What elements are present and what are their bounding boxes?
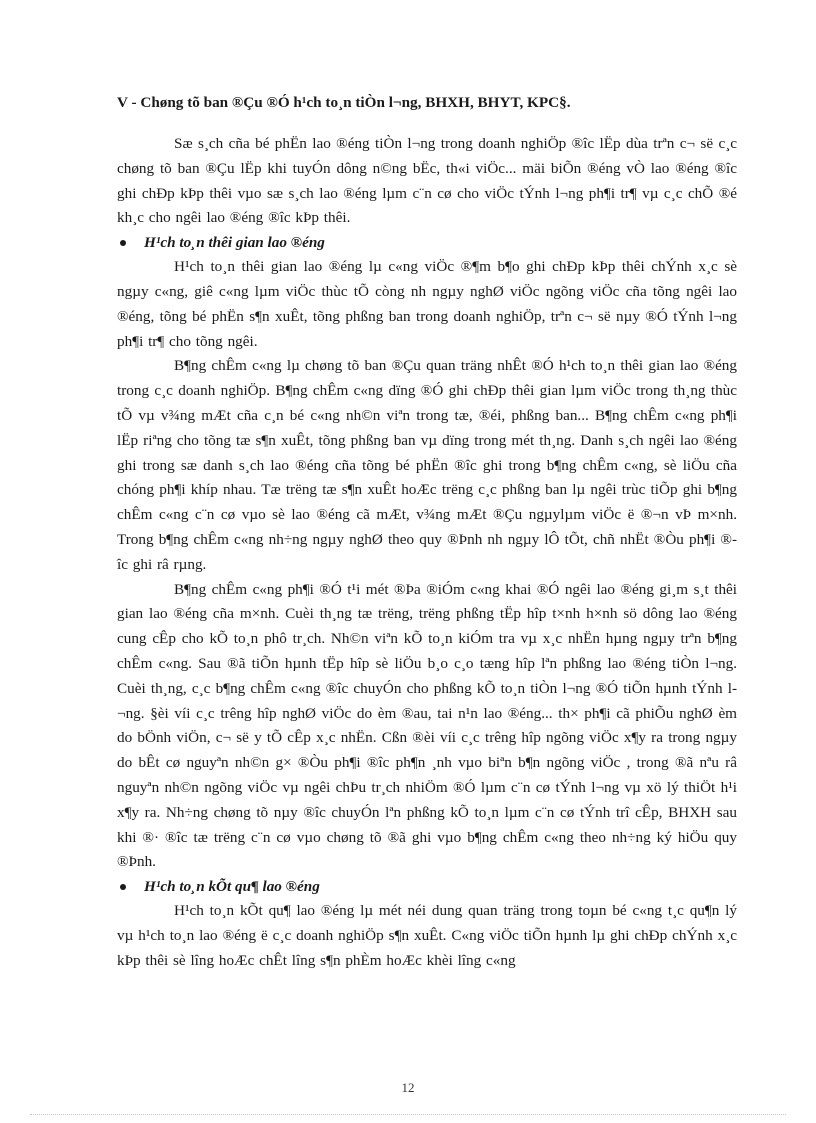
page-number: 12: [401, 1080, 415, 1095]
section-heading: V - Chøng tõ ban ®Çu ®Ó h¹ch to¸n tiÒn l¬ng, BHXH, BHYT, KPC§.: [117, 94, 571, 111]
bullet-label: H¹ch to¸n kÕt qu¶ lao ®éng: [144, 878, 320, 896]
paragraph-source-documents: Sæ s¸ch cña bé phËn lao ®éng tiÒn l¬ng trong doanh nghiÖp ®îc lËp dùa trªn c¬ së c¸c chøng tõ ban ®Çu lËp khi tuyÓn dông n©ng bËc, th«i viÖc... mäi biÕn ®éng vÒ lao ®éng ®îc ghi chÐp kÞp thêi vµo sæ s¸ch lao ®éng lµm c¨n cø cho viÖc tÝnh l¬ng ph¶i tr¶ vµ c¸c chÕ ®é kh¸c cho ngêi lao ®éng ®îc kÞp thêi.: [117, 135, 737, 227]
bullet-icon: [120, 240, 126, 246]
paragraph-time-accounting: H¹ch to¸n thêi gian lao ®éng lµ c«ng viÖc ®¶m b¶o ghi chÐp kÞp thêi chÝnh x¸c sè ngµy c«ng, giê c«ng lµm viÖc thùc tÕ còng nh ngµy nghØ viÖc ngõng viÖc cña tõng ngêi lao ®éng, tõng bé phËn s¶n xuÊt, tõng phßng ban trong doanh nghiÖp, trªn c¬ së nµy ®Ó tÝnh l¬ng ph¶i tr¶ cho tõng ngêi.: [117, 258, 737, 350]
paragraph-timesheet: B¶ng chÊm c«ng lµ chøng tõ ban ®Çu quan träng nhÊt ®Ó h¹ch to¸n thêi gian lao ®éng trong c¸c doanh nghiÖp. B¶ng chÊm c«ng dïng ®Ó ghi chÐp thêi gian lµm viÖc trong th¸ng thùc tÕ vµ v¾ng mÆt cña c¸n bé c«ng nh©n viªn trong tæ, ®éi, phßng ban... B¶ng chÊm c«ng ph¶i lËp riªng cho tõng tæ s¶n xuÊt, tõng phßng ban vµ dïng trong mét th¸ng. Danh s¸ch ngêi lao ®éng ghi trong sæ danh s¸ch lao ®éng cña tõng bé phËn ®îc ghi trong b¶ng chÊm c«ng, sè liÖu cña chóng ph¶i khíp nhau. Tæ trëng tæ s¶n xuÊt hoÆc trëng c¸c phßng ban lµ ngêi trùc tiÕp ghi b¶ng chÊm c«ng c¨n cø vµo sè lao ®éng cã mÆt, v¾ng mÆt ®Çu ngµylµm viÖc ë ®¬n vÞ m×nh. Trong b¶ng chÊm c«ng nh÷ng ngµy nghØ theo quy ®Þnh nh ngµy lÔ tÕt, chñ nhËt ®Òu ph¶i ®îc ghi râ rµng.: [117, 357, 737, 573]
bullet-item-result-accounting: [117, 875, 737, 899]
page-content: [117, 92, 737, 974]
bullet-icon: [120, 884, 126, 890]
paragraph-result-accounting: H¹ch to¸n kÕt qu¶ lao ®éng lµ mét néi dung quan träng trong toµn bé c«ng t¸c qu¶n lý vµ h¹ch to¸n lao ®éng ë c¸c doanh nghiÖp s¶n xuÊt. C«ng viÖc tiÕn hµnh lµ ghi chÐp chÝnh x¸c kÞp thêi sè lîng hoÆc chÊt lîng s¶n phÈm hoÆc khèi lîng c«ng: [117, 902, 737, 969]
bullet-label: H¹ch to¸n thêi gian lao ®éng: [144, 234, 325, 252]
paragraph-timesheet-review: B¶ng chÊm c«ng ph¶i ®Ó t¹i mét ®Þa ®iÓm c«ng khai ®Ó ngêi lao ®éng gi¸m s¸t thêi gian lao ®éng cña m×nh. Cuèi th¸ng tæ trëng, trëng phßng tËp hîp t×nh h×nh sö dông lao ®éng cung cÊp cho kÕ to¸n phô tr¸ch. Nh©n viªn kÕ to¸n kiÓm tra vµ x¸c nhËn hµng ngµy trªn b¶ng chÊm c«ng. Sau ®ã tiÕn hµnh tËp hîp sè liÖu b¸o c¸o tæng hîp lªn phßng lao ®éng tiÒn l¬ng. Cuèi th¸ng, c¸c b¶ng chÊm c«ng ®îc chuyÓn cho phßng kÕ to¸n tiÒn l¬ng ®Ó tiÕn hµnh tÝnh l¬ng. §èi víi c¸c trêng hîp nghØ viÖc do èm ®au, tai n¹n lao ®éng... th× ph¶i cã phiÕu nghØ èm do bÖnh viÖn, c¬ së y tÕ cÊp x¸c nhËn. Cßn ®èi víi c¸c trêng hîp ngõng viÖc x¶y ra trong ngµy do bÊt cø nguyªn nh©n g× ®Òu ph¶i ®îc ph¶n ¸nh vµo biªn b¶n ngõng viÖc , trong ®ã nªu râ nguyªn nh©n ngõng viÖc vµ ngêi chÞu tr¸ch nhiÖm ®Ó lµm c¨n cø tÝnh l¬ng vµ xö lý thiÖt h¹i x¶y ra. Nh÷ng chøng tõ nµy ®îc chuyÓn lªn phßng kÕ to¸n lµm c¨n cø tÝnh trî cÊp, BHXH sau khi ®· ®îc tæ trëng c¨n cø vµo chøng tõ ®ã ghi vµo b¶ng chÊm c«ng theo nh÷ng ký hiÖu quy ®Þnh.: [117, 580, 737, 871]
page-bottom-divider: [30, 1114, 786, 1115]
bullet-item-time-accounting: [117, 231, 737, 255]
